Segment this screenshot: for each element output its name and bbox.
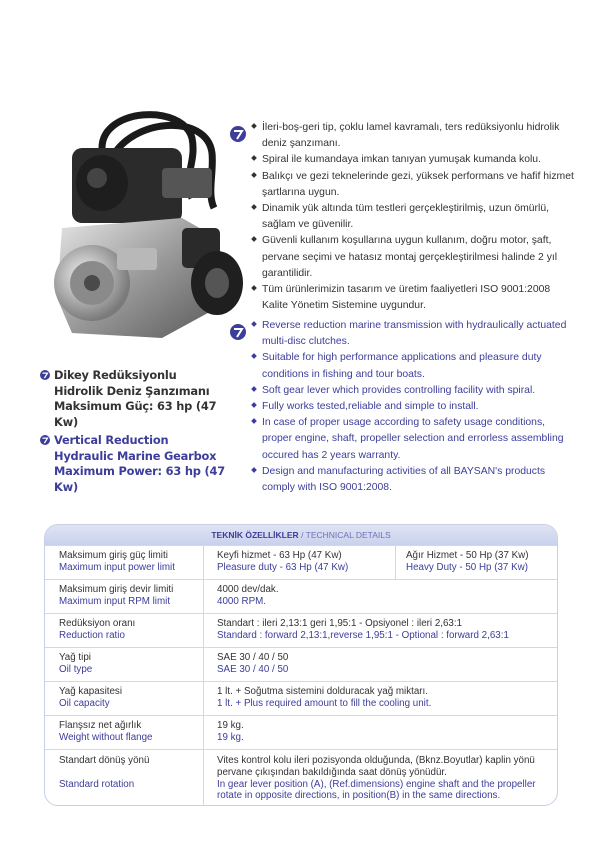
technical-details-table [44,524,558,806]
list-item: Soft gear lever which provides controlling facility with spiral. [252,383,575,399]
table-header: TEKNİK ÖZELLİKLER / TECHNICAL DETAILS [45,525,557,545]
list-item: Dinamik yük altında tüm testleri gerçekleştirilmiş, uzun ömürlü, sağlam ve güvenilir. [252,201,575,233]
bullet-icon [251,285,257,291]
turkish-features-block [230,120,575,314]
row-value: SAE 30 / 40 / 50 SAE 30 / 40 / 50 [217,652,289,675]
title-line: Vertical Reduction [54,433,169,447]
row-value: Ağır Hizmet - 50 Hp (37 Kw) Heavy Duty - 50 Hp (37 Kw) [406,550,529,573]
row-label: Flanşsız net ağırlık Weight without flange [59,720,153,743]
table-row [45,681,557,715]
table-row [45,613,557,647]
row-label: Yağ kapasitesi Oil capacity [59,686,122,709]
row-label: Redüksiyon oranı Reduction ratio [59,618,136,641]
list-item: Güvenli kullanım koşullarına uygun kullanım, doğru motor, şaft, pervane seçimi ve hatasız montaj gerçekleştirilmesi halinde 2 yıl garantilidir. [252,233,575,282]
list-item: Design and manufacturing activities of all BAYSAN's products comply with ISO 9001:2008. [252,464,575,496]
row-value: Standart : ileri 2,13:1 geri 1,95:1 - Opsiyonel : ileri 2,63:1 Standard : forward 2,13:1,reverse 1,95:1 - Optional : forward 2,63:1 [217,618,509,641]
bullet-icon [251,354,257,360]
english-features-block [230,318,575,496]
bullet-icon [251,467,257,473]
brand-badge-icon [40,435,50,445]
bullet-icon [251,156,257,162]
list-item: Spiral ile kumandaya imkan tanıyan yumuşak kumanda kolu. [252,152,575,168]
bullet-icon [251,418,257,424]
brand-badge-icon [230,126,246,142]
table-row [45,579,557,613]
list-item: Balıkçı ve gezi teknelerinde gezi, yüksek performans ve hafif hizmet şartlarına uygun. [252,169,575,201]
bullet-icon [251,172,257,178]
table-row [45,715,557,749]
bullet-icon [251,204,257,210]
bullet-icon [251,386,257,392]
list-item: Suitable for high performance applications and pleasure duty conditions in fishing and tour boats. [252,350,575,382]
row-label: Yağ tipi Oil type [59,652,93,675]
table-row [45,749,557,806]
title-line: Maksimum Güç: 63 hp (47 Kw) [54,399,217,429]
bullet-icon [251,123,257,129]
list-item: İleri-boş-geri tip, çoklu lamel kavramalı, ters redüksiyonlu hidrolik deniz şanzımanı. [252,120,575,152]
title-line: Hidrolik Deniz Şanzımanı [54,383,210,398]
list-item: Reverse reduction marine transmission with hydraulically actuated multi-disc clutches. [252,318,575,350]
brand-badge-icon [40,370,50,380]
row-value: 4000 dev/dak. 4000 RPM. [217,584,279,607]
title-line: Hydraulic Marine Gearbox [54,448,217,463]
bullet-icon [251,237,257,243]
table-row [45,545,557,579]
product-title-tr [40,368,240,430]
brand-badge-icon [230,324,246,340]
bullet-icon [251,321,257,327]
title-line: Dikey Redüksiyonlu [54,368,177,382]
row-label: Maksimum giriş güç limiti Maximum input power limit [59,550,175,573]
title-line: Maximum Power: 63 hp (47 Kw) [54,464,225,494]
list-item: In case of proper usage according to safety usage conditions, proper engine, shaft, propeller selection and errorless assembling occured has 2 years warranty. [252,415,575,464]
product-title-en [40,433,240,495]
row-label: Standart dönüş yönü Standard rotation [59,755,150,790]
bullet-icon [251,402,257,408]
turkish-feature-list [230,120,575,314]
row-value: Keyfi hizmet - 63 Hp (47 Kw) Pleasure duty - 63 Hp (47 Kw) [217,550,349,573]
gearbox-photo [42,108,252,343]
row-value: 1 lt. + Soğutma sistemini dolduracak yağ miktarı. 1 lt. + Plus required amount to fill the cooling unit. [217,686,432,709]
list-item: Fully works tested,reliable and simple to install. [252,399,575,415]
row-value: 19 kg. 19 kg. [217,720,244,743]
row-value: Vites kontrol kolu ileri pozisyonda olduğunda, (Bknz.Boyutlar) kaplin yönü pervane çıkışından bakıldığında saat dönüş yönüdür. In gear lever position (A), (Ref.dimensions) engine shaft and the propeller rotate in opposite directions, in position(B) in the same directions. [217,755,536,802]
row-label: Maksimum giriş devir limiti Maximum input RPM limit [59,584,174,607]
table-row [45,647,557,681]
english-feature-list [230,318,575,496]
list-item: Tüm ürünlerimizin tasarım ve üretim faaliyetleri ISO 9001:2008 Kalite Yönetim Sistemine uygundur. [252,282,575,314]
